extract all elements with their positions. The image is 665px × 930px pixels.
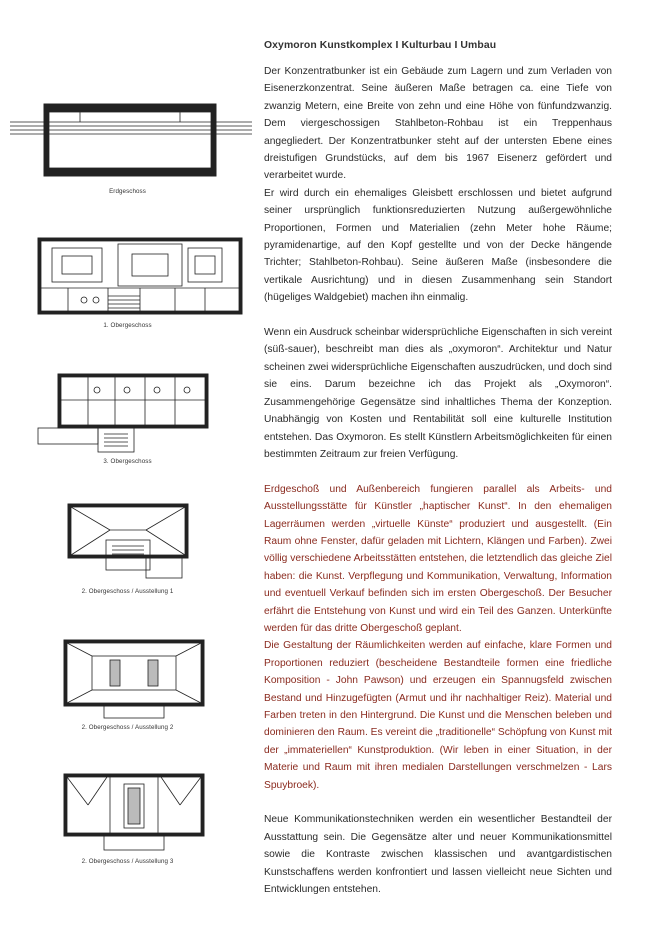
floor-plan-ausstellung-3-drawing: [0, 770, 255, 854]
plan-erdgeschoss: [0, 92, 255, 202]
page-title: Oxymoron Kunstkomplex I Kulturbau I Umbau: [264, 40, 497, 51]
plan-caption: 3. Obergeschoss: [103, 458, 152, 465]
floor-plan-3og-drawing: [0, 370, 255, 454]
plan-caption: 2. Obergeschoss / Ausstellung 1: [81, 588, 174, 595]
floor-plans-column: [0, 0, 255, 930]
plan-ausstellung-1: [0, 500, 255, 600]
floor-plan-ausstellung-1-drawing: [0, 500, 255, 584]
plan-ausstellung-3: [0, 770, 255, 870]
floor-plan-ausstellung-2-drawing: [0, 636, 255, 720]
text-column: [264, 40, 612, 898]
floor-plan-erdgeschoss-drawing: [0, 92, 255, 187]
paragraph-text: Der Konzentratbunker ist ein Gebäude zum Lagern und zum Verladen von Eisenerzkonzentrat. Seine äußeren Maße betragen ca. eine Tiefe von zwanzig Metern, eine Breite von zehn und eine Höhe von fünfundzwanzig. Dem viergeschossigen Stahlbeton-Rohbau ist ein Treppenhaus angegliedert. Der Konzentratbunker steht auf der untersten Ebene eines dreistufigen Grundstücks, auf dem bis 1967 Eisenerz gefördert und verarbeitet wurde.: [264, 66, 612, 182]
paragraph-text: Die Gestaltung der Räumlichkeiten werden auf einfache, klare Formen und Proportionen reduziert (bescheidene Bestandteile formen eine friedliche Komposition - John Pawson) und erzeugen ein Spannugsfeld zwischen Bestand und Hinzugefügten (Armut und ihr nachhaltiger Reiz). Material und Farben treten in den Hintergrund. Die Kunst und die Menschen beleben und dominieren den Raum. Es vereint die „traditionelle“ Schöpfung von Kunst mit der „immateriellen“ Kunstproduktion. (Wir leben in einer Situation, in der Materie und Raum mit ihren medialen Darstellungen verschmelzen - Lars Spuybroek).: [264, 640, 612, 791]
paragraph-kommunikation: Neue Kommunikationstechniken werden ein wesentlicher Bestandteil der Ausstattung sein. Die Gegensätze alter und neuer Kommunikationsmittel sowie die Kontraste zwischen klassischen und avantgardistischen Kunstschaffens werden konfrontiert und lassen vielleicht neue Sichten und Entwicklungen entstehen.: [264, 814, 612, 896]
paragraph-text: Erdgeschoß und Außenbereich fungieren parallel als Arbeits- und Ausstellungsstätte für Künstler „haptischer Kunst“. In den ehemaligen Lagerräumen werden „virtuelle Künste“ produziert und ausgestellt. (Ein Raum ohne Fenster, dafür geladen mit Lichtern, Klängen und Farben). Zwei völlig verschiedene Arbeitsstätten entstehen, die letztendlich das gleiche Ziel haben: die Kunst. Verpflegung und Kommunikation, Verwaltung, Information und eventuell Verkauf befinden sich im ersten Obergeschoß. Der Besucher erfährt die Entstehung von Kunst und wird ein Teil des Ganzen. Unterkünfte werden für das dritte Obergeschoß geplant.: [264, 483, 612, 634]
plan-caption: 2. Obergeschoss / Ausstellung 2: [81, 724, 174, 731]
paragraph-konzentratbunker: [264, 63, 612, 307]
plan-caption: Erdgeschoss: [109, 188, 146, 195]
paragraph-text: Er wird durch ein ehemaliges Gleisbett erschlossen und bietet aufgrund seiner ursprünglich funktionsreduzierten Nutzung außergewöhnliche Proportionen, Formen und Materialien (zehn Meter hohe Räume; pyramidenartige, auf den Kopf gestellte und von der Decke hängende Trichter; Stahlbeton-Rohbau). Seine äußeren Maße (insbesondere die vertikale Ausrichtung) und in diesen Zusammenhang sein Standort (hügeliges Waldgebiet) machen ihn einmalig.: [264, 187, 612, 304]
plan-3-obergeschoss: [0, 370, 255, 470]
plan-caption: 2. Obergeschoss / Ausstellung 3: [81, 858, 174, 865]
floor-plan-1og-drawing: [0, 234, 255, 318]
paragraph-oxymoron: Wenn ein Ausdruck scheinbar widersprüchliche Eigenschaften in sich vereint (süß-sauer), beschreibt man dies als „oxymoron“. Architektur und Natur scheinen zwei widersprüchliche Eigenschaften auszudrücken, und doch sind sie eins. Darum bezeichne ich das Projekt als „Oxymoron“. Zusammengehörige Gegensätze sind inhaltliches Thema der Konzeption. Unabhängig von Kosten und Rentabilität soll eine kulturelle Institution entstehen. Das Oxymoron. Es stellt Künstlern Arbeitsmöglichkeiten für einen bestimmten Zeitraum zur freien Verfügung.: [264, 327, 612, 460]
plan-1-obergeschoss: [0, 234, 255, 334]
plan-caption: 1. Obergeschoss: [103, 322, 152, 329]
paragraph-nutzung: [264, 481, 612, 794]
plan-ausstellung-2: [0, 636, 255, 736]
